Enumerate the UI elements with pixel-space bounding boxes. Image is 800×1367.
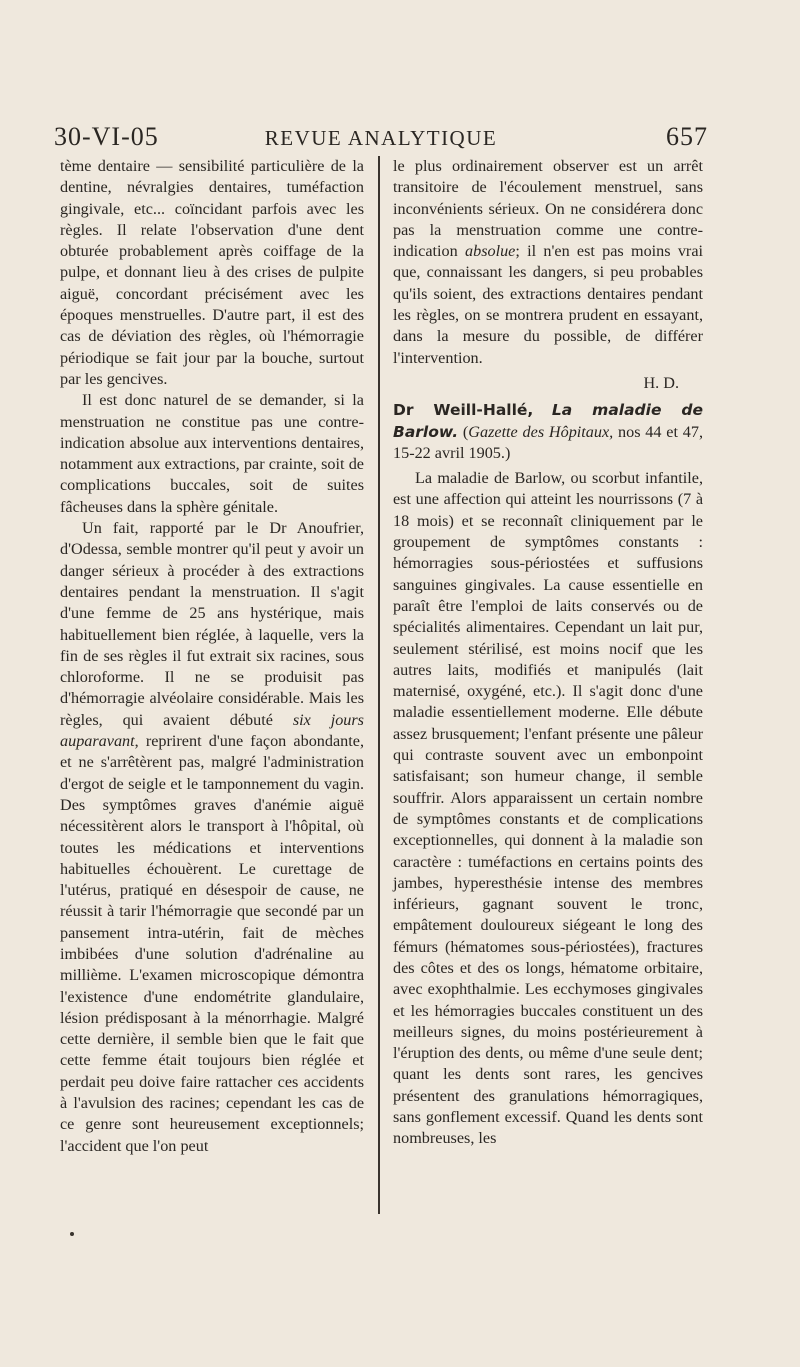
article-source-journal: Gazette des Hôpitaux, [468, 422, 614, 441]
text-run: Un fait, rapporté par le Dr Anoufrier, d'Odessa, semble montrer qu'il peut y avoir un danger sérieux à procéder à des extractions dentaires pendant la menstruation. Il s'agit d'une femme de 25 ans hystérique, mais habituellement bien réglée, à laquelle, vers la fin de ses règles il fut extrait six racines, sous chloroforme. Il ne se produisit pas d'hémorragie alvéolaire considérable. Mais les règles, qui avaient débuté [60, 519, 364, 729]
issue-date: 30-VI-05 [54, 122, 159, 151]
paragraph: La maladie de Barlow, ou scorbut infantile, est une affection qui atteint les nourrissons (7 à 18 mois) et se reconnaît cliniquement par le groupement de symptômes constants : hémorragies sous-périostées et suffusions sanguines gingivales. La cause essentielle en paraît être l'emploi de laits conservés ou de spécialités alimentaires. Cependant un lait pur, seulement stérilisé, est moins nocif que les autres laits, modifiés et manipulés (lait maternisé, oxygéné, etc.). Il s'agit donc d'une maladie essentiellement moderne. Elle débute assez brusquement; l'enfant présente une pâleur qui contraste souvent avec un embonpoint satisfaisant; son humeur change, il semble souffrir. Alors apparaissent un certain nombre de symptômes constants et de complications exceptionnelles, qui donnent à la maladie son caractère : tuméfactions en certains points des jambes, hyperesthésie intense des membres inférieurs, gagnant souvent le tronc, empâtement douloureux siégeant le long des fémurs (hématomes sous-périostées), fractures des côtes et des os longs, hématome orbitaire, avec exophthalmie. Les ecchymoses gingivales et les hémorragies buccales constituent un des meilleurs signes, du moins postérieurement à l'éruption des dents, ou même d'une seule dent; quant les dents sont rares, les gencives présentent des granulations hémorragiques, sans gonflement excessif. Quand les dents sont nombreuses, les [393, 469, 703, 1148]
paragraph [393, 156, 703, 369]
emphasis-text: six jours auparavant [60, 710, 364, 751]
journal-title: REVUE ANALYTIQUE [264, 126, 498, 150]
page-number: 657 [666, 122, 708, 151]
text-run: , reprirent d'une façon abondante, et ne s'arrêtèrent pas, malgré l'administration d'ergot de seigle et le tamponnement du vagin. Des symptômes graves d'anémie aiguë nécessitèrent alors le transport à l'hôpital, où toutes les médications et interventions habituelles échouèrent. Le curettage de l'utérus, pratiqué en désespoir de cause, ne réussit à tarir l'hémorragie que secondé par un pansement intra-utérin, fait de mèches imbibées d'une solution d'adrénaline au millième. L'examen microscopique démontra l'existence d'une endométrite glandulaire, lésion prédisposant à la ménorrhagie. Malgré cette dernière, il semble bien que le fait que cette femme était toujours bien réglée et perdait peu doive faire rattacher ces accidents à l'avulsion des racines; cependant les cas de ce genre sont heureusement exceptionnels; l'accident que l'on peut [60, 732, 364, 1155]
text-run: ; il n'en est pas moins vrai que, connaissant les dangers, si peu probables qu'ils soient, des extractions dentaires pendant les règles, on se montrera prudent en essayant, dans la mesure du possible, de différer l'intervention. [393, 242, 703, 367]
paragraph: tème dentaire — sensibilité particulière de la dentine, névralgies dentaires, tuméfaction gingivale, etc... coïncidant parfois avec les règles. Il relate l'observation d'une dent obturée probablement après coiffage de la pulpe, et donnant lieu à des crises de pulpite aiguë, concordant précisément avec les époques menstruelles. D'autre part, il est des cas de déviation des règles, où l'hémorragie périodique se fait jour par la bouche, surtout par les gencives. [60, 157, 364, 388]
source-open: ( [462, 422, 469, 441]
article-heading [393, 400, 703, 464]
text-run: le plus ordinairement observer est un arrêt transitoire de l'écoulement menstruel, sans inconvénients sérieux. On ne considérera donc pas la menstruation comme une contre-indication [393, 157, 703, 261]
emphasis-text: absolue [465, 242, 516, 261]
signature: H. D. [643, 373, 679, 392]
article-author: Dr Weill-Hallé, [393, 401, 534, 420]
article-source-details: nos 44 et 47, 15-22 avril 1905.) [393, 422, 703, 462]
left-column [60, 156, 364, 1157]
column-divider [378, 156, 380, 1214]
paragraph [60, 518, 364, 1157]
right-column [393, 156, 703, 1150]
paragraph: Il est donc naturel de se demander, si la menstruation ne constitue pas une contre-indication absolue aux interventions dentaires, notamment aux extractions, par crainte, soit de complications buccales, soit de suites fâcheuses dans la sphère génitale. [60, 391, 364, 516]
article-title: La maladie de Barlow. [393, 401, 704, 441]
print-speck [70, 1232, 74, 1236]
running-head [54, 122, 708, 156]
